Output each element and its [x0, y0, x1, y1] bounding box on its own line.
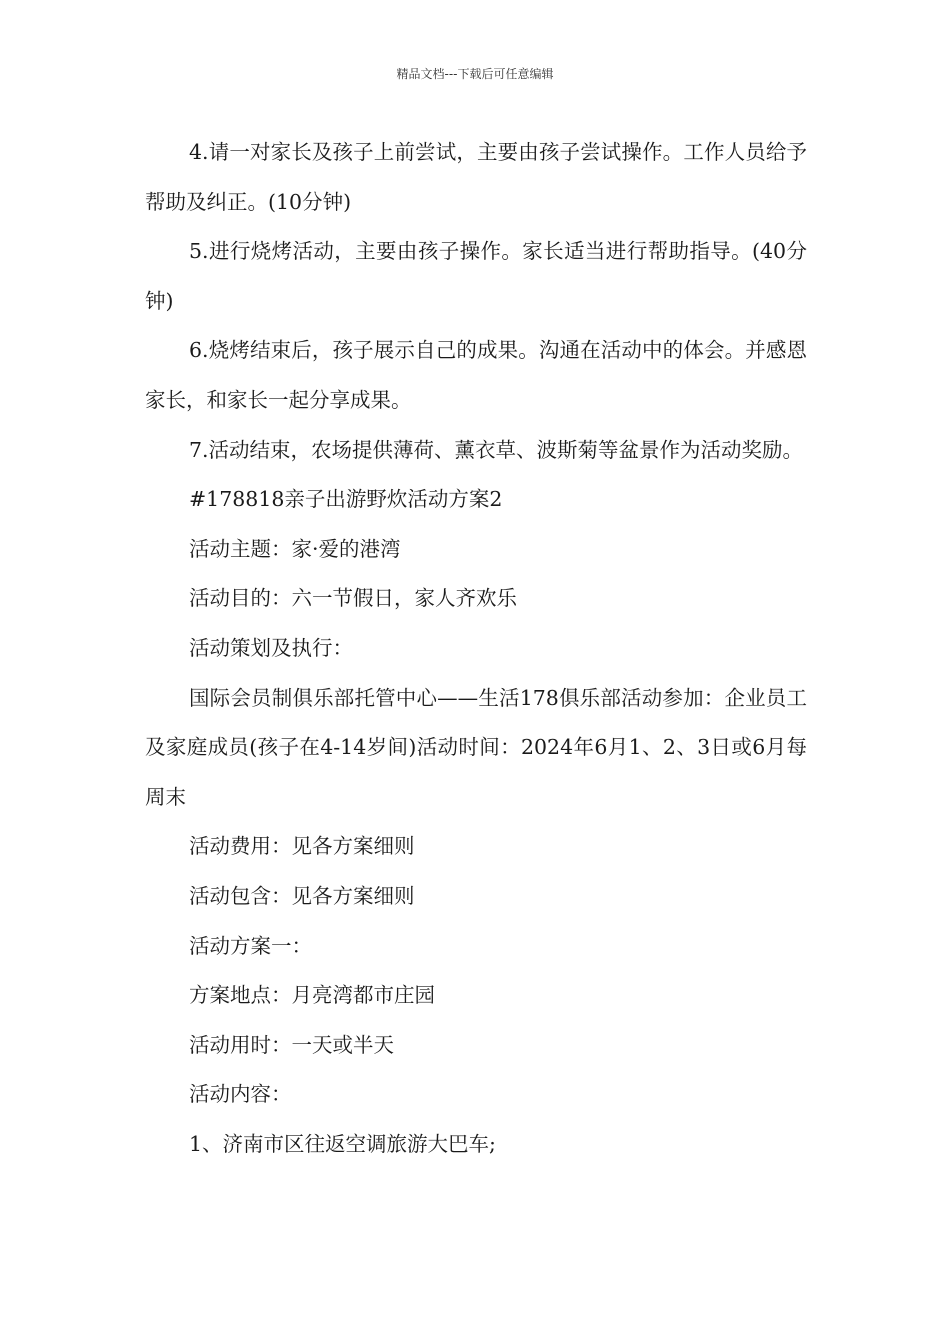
plan-one-heading: 活动方案一： — [189, 933, 312, 958]
plan-location: 方案地点：月亮湾都市庄园 — [189, 983, 435, 1008]
paragraph-step-4: 4.请一对家长及孩子上前尝试，主要由孩子尝试操作。工作人员给予帮助及纠正。(10分钟) — [145, 140, 807, 214]
activity-planning: 活动策划及执行： — [189, 635, 353, 660]
document-body — [145, 128, 807, 1169]
activity-includes: 活动包含：见各方案细则 — [189, 883, 415, 908]
content-item-1: 1、济南市区往返空调旅游大巴车; — [189, 1131, 496, 1156]
section-heading: #178818亲子出游野炊活动方案2 — [189, 487, 503, 512]
paragraph-step-5: 5.进行烧烤活动，主要由孩子操作。家长适当进行帮助指导。(40分钟) — [145, 239, 807, 313]
activity-duration: 活动用时：一天或半天 — [189, 1032, 394, 1057]
activity-theme: 活动主题：家·爱的港湾 — [189, 536, 401, 561]
activity-organizer-details: 国际会员制俱乐部托管中心——生活178俱乐部活动参加：企业员工及家庭成员(孩子在4-14岁间)活动时间：2024年6月1、2、3日或6月每周末 — [145, 685, 807, 809]
page-header: 精品文档---下载后可任意编辑 — [396, 67, 554, 81]
activity-content-heading: 活动内容： — [189, 1082, 292, 1107]
paragraph-step-7: 7.活动结束，农场提供薄荷、薰衣草、波斯菊等盆景作为活动奖励。 — [189, 437, 804, 462]
activity-purpose: 活动目的：六一节假日，家人齐欢乐 — [189, 586, 517, 611]
paragraph-step-6: 6.烧烤结束后，孩子展示自己的成果。沟通在活动中的体会。并感恩家长，和家长一起分享成果。 — [145, 338, 807, 412]
activity-fee: 活动费用：见各方案细则 — [189, 834, 415, 859]
